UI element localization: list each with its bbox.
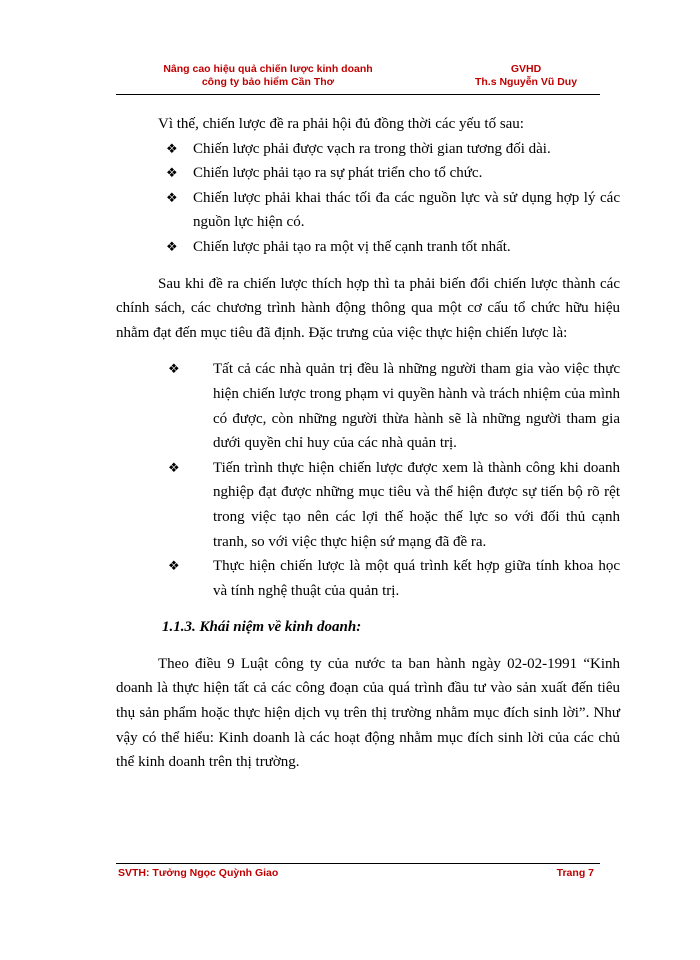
page-number: Trang 7: [556, 867, 594, 879]
list-item: ❖ Tất cả các nhà quản trị đều là những người tham gia vào việc thực hiện chiến lược trong phạm vi quyền hành và trách nhiệm của mình có được, còn những người thừa hành sẽ là những người tham gia dưới quyền chỉ huy của các nhà quản trị.: [116, 357, 620, 455]
list-item: ❖ Chiến lược phải tạo ra một vị thế cạnh tranh tốt nhất.: [116, 235, 620, 260]
diamond-bullet-icon: ❖: [166, 189, 178, 205]
intro-paragraph: Vì thế, chiến lược đề ra phải hội đủ đồng thời các yếu tố sau:: [158, 116, 524, 132]
diamond-bullet-icon: ❖: [166, 140, 178, 156]
header-title-line2: công ty bảo hiểm Cần Thơ: [201, 76, 335, 88]
page-header: [118, 63, 600, 95]
diamond-bullet-icon: ❖: [168, 361, 180, 377]
diamond-bullet-icon: ❖: [166, 165, 178, 181]
list-item: ❖ Chiến lược phải được vạch ra trong thời gian tương đối dài.: [116, 137, 620, 162]
transition-paragraph: Sau khi đề ra chiến lược thích hợp thì ta phải biến đổi chiến lược thành các chính sách, các chương trình hành động thông qua một cơ cấu tổ chức hữu hiệu nhằm đạt đến mục tiêu đã định. Đặc trưng của việc thực hiện chiến lược là:: [116, 275, 620, 341]
header-thesis-title: [118, 63, 418, 89]
list-item: ❖ Chiến lược phải khai thác tối đa các nguồn lực và sử dụng hợp lý các nguồn lực hiện có.: [116, 186, 620, 235]
page-body: [116, 112, 620, 775]
list-item: ❖ Chiến lược phải tạo ra sự phát triển cho tổ chức.: [116, 161, 620, 186]
header-title-line1: Nâng cao hiệu quả chiến lược kinh doanh: [163, 63, 373, 75]
section-heading: 1.1.3. Khái niệm về kinh doanh:: [162, 619, 362, 636]
diamond-bullet-icon: ❖: [168, 459, 180, 475]
list-item: ❖ Tiến trình thực hiện chiến lược được xem là thành công khi doanh nghiệp đạt được những mục tiêu và thể hiện được sự tiến bộ rõ rệt trong việc tạo nên các lợi thế hoặc thế lực so với đối thủ cạnh tranh, so với việc thực hiện sứ mạng đã đề ra.: [116, 456, 620, 554]
footer-divider: [116, 863, 600, 864]
header-advisor-label: GVHD: [510, 63, 542, 75]
diamond-bullet-icon: ❖: [168, 558, 180, 574]
diamond-bullet-icon: ❖: [166, 238, 178, 254]
header-advisor: [456, 63, 596, 89]
header-advisor-name: Th.s Nguyễn Vũ Duy: [474, 76, 578, 88]
requirements-list: [116, 137, 620, 260]
header-divider: [116, 94, 600, 95]
footer-student: SVTH: Tưởng Ngọc Quỳnh Giao: [118, 867, 279, 879]
definition-paragraph: Theo điều 9 Luật công ty của nước ta ban hành ngày 02-02-1991 “Kinh doanh là thực hiện tất cả các công đoạn của quá trình đầu tư vào sản xuất đến tiêu thụ sản phẩm hoặc thực hiện dịch vụ trên thị trường nhằm mục đích sinh lời”. Như vậy có thể hiểu: Kinh doanh là các hoạt động nhằm mục đích sinh lời của các chủ thể kinh doanh trên thị trường.: [116, 655, 620, 771]
characteristics-list: [116, 357, 620, 603]
list-item: ❖ Thực hiện chiến lược là một quá trình kết hợp giữa tính khoa học và tính nghệ thuật của quản trị.: [116, 554, 620, 603]
